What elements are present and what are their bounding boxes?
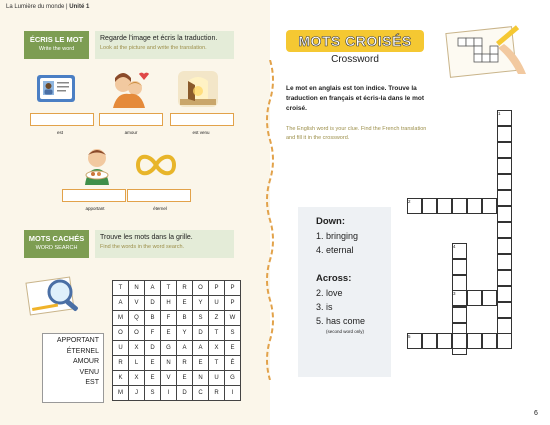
grid-letter[interactable]: P (225, 281, 241, 296)
write-word-title: ÉCRIS LE MOT (29, 35, 84, 44)
instr-english: Look at the picture and write the translation. (100, 45, 207, 51)
grid-letter[interactable]: U (209, 371, 225, 386)
grid-letter[interactable]: B (145, 311, 161, 326)
grid-letter[interactable]: E (177, 371, 193, 386)
crossword-cell[interactable] (452, 259, 467, 275)
clue-number: 3 (453, 291, 456, 296)
word-search-grid (112, 280, 241, 401)
grid-letter[interactable]: L (129, 356, 145, 371)
crossword-cell[interactable] (437, 198, 452, 214)
across-heading: Across: (316, 273, 352, 284)
crossword-cell[interactable] (452, 307, 467, 323)
across-clue-5: 5. has come (316, 316, 366, 326)
boy-bringing-food-picture (77, 145, 117, 187)
grid-letter[interactable]: V (129, 296, 145, 311)
crossword-cell[interactable] (437, 333, 452, 349)
grid-letter[interactable]: A (177, 341, 193, 356)
answer-box-est[interactable] (30, 113, 94, 126)
grid-letter[interactable]: G (225, 371, 241, 386)
word-list-item: VENU (79, 368, 99, 376)
word-list-item: APPORTANT (56, 337, 99, 344)
crossword-cell[interactable] (497, 158, 512, 174)
grid-row (113, 326, 241, 341)
grid-letter[interactable]: T (209, 326, 225, 341)
crossword-cell[interactable] (452, 333, 467, 349)
grid-row (113, 311, 241, 326)
grid-letter[interactable]: X (129, 341, 145, 356)
grid-letter[interactable]: E (161, 326, 177, 341)
grid-row (113, 371, 241, 386)
across-clue-3: 3. is (316, 302, 333, 312)
grid-letter[interactable]: M (113, 386, 129, 401)
grid-letter[interactable]: T (113, 281, 129, 296)
grid-letter[interactable]: N (161, 356, 177, 371)
crossword-cell[interactable] (422, 333, 437, 349)
crossword-cell[interactable] (452, 198, 467, 214)
love-hug-picture (107, 70, 151, 108)
grid-letter[interactable]: F (161, 311, 177, 326)
grid-letter[interactable]: D (193, 326, 209, 341)
word-search-tag (24, 230, 89, 258)
grid-letter[interactable]: G (161, 341, 177, 356)
grid-letter[interactable]: E (177, 296, 193, 311)
grid-letter[interactable]: X (209, 341, 225, 356)
crossword-cell[interactable] (452, 275, 467, 291)
grid-letter[interactable]: A (193, 341, 209, 356)
grid-letter[interactable]: Q (129, 311, 145, 326)
grid-row (113, 281, 241, 296)
across-clue-2: 2. love (316, 288, 343, 298)
label-amour: amour (124, 130, 138, 135)
answer-box-amour[interactable] (99, 113, 163, 126)
grid-letter[interactable]: N (129, 281, 145, 296)
crossword-cell[interactable] (497, 126, 512, 142)
label-eternel: éternel (153, 206, 167, 211)
crossword-cell[interactable] (482, 198, 497, 214)
word-search-subtitle: WORD SEARCH (35, 245, 78, 251)
across-note: (second word only) (326, 329, 365, 334)
crossword-cell[interactable] (497, 190, 512, 206)
grid-letter[interactable]: A (113, 296, 129, 311)
magnifier-word-search-picture (24, 272, 88, 318)
grid-letter[interactable]: J (129, 386, 145, 401)
grid-row (113, 341, 241, 356)
write-word-subtitle: Write the word (38, 46, 75, 52)
crossword-cell[interactable] (467, 333, 482, 349)
grid-letter[interactable]: E (145, 356, 161, 371)
crossword-pencil-picture (438, 24, 528, 80)
grid-letter[interactable]: S (193, 311, 209, 326)
grid-letter[interactable]: N (193, 371, 209, 386)
crossword-cell[interactable] (422, 198, 437, 214)
grid-letter[interactable]: I (225, 386, 241, 401)
grid-letter[interactable]: Y (177, 326, 193, 341)
label-est-venu: est venu (192, 130, 210, 135)
id-card-picture (36, 72, 76, 106)
clue-number: 5 (408, 334, 411, 339)
crossword-subtitle: Crossword (331, 54, 379, 65)
label-est: est (56, 130, 63, 135)
grid-letter[interactable]: M (113, 311, 129, 326)
grid-letter[interactable]: V (161, 371, 177, 386)
grid-letter[interactable]: K (113, 371, 129, 386)
word-list-item: EST (85, 379, 99, 386)
grid-letter[interactable]: S (225, 326, 241, 341)
crossword-cell[interactable] (497, 270, 512, 286)
grid-letter[interactable]: R (209, 386, 225, 401)
crossword-instructions-french: Le mot en anglais est ton indice. Trouve la traduction en français et écris-la dans le mot croisé. (286, 85, 424, 112)
grid-letter[interactable]: D (145, 341, 161, 356)
grid-letter[interactable]: O (193, 281, 209, 296)
grid-letter[interactable]: R (177, 356, 193, 371)
crossword-cell[interactable] (467, 198, 482, 214)
crossword-cell[interactable] (497, 254, 512, 270)
page-number: 6 (534, 410, 538, 417)
grid-letter[interactable]: Y (193, 296, 209, 311)
grid-letter[interactable]: W (225, 311, 241, 326)
grid-letter[interactable]: P (209, 281, 225, 296)
answer-box-est-venu[interactable] (170, 113, 234, 126)
grid-letter[interactable]: X (129, 371, 145, 386)
word-search-title: MOTS CACHÉS (28, 234, 85, 243)
crossword-cell[interactable] (497, 206, 512, 222)
grid-letter[interactable]: I (161, 386, 177, 401)
ws-instr-french: Trouve les mots dans la grille. (100, 234, 193, 241)
crossword-cell[interactable] (497, 142, 512, 158)
grid-letter[interactable]: Z (209, 311, 225, 326)
unit-label: Unité 1 (69, 4, 90, 10)
grid-letter[interactable]: E (225, 341, 241, 356)
grid-letter[interactable]: T (161, 281, 177, 296)
grid-letter[interactable]: E (193, 356, 209, 371)
down-heading: Down: (316, 216, 346, 227)
grid-letter[interactable]: O (113, 326, 129, 341)
word-search-instructions (95, 230, 234, 258)
ws-instr-english: Find the words in the word search. (100, 244, 185, 250)
down-clue-1: 1. bringing (316, 231, 359, 241)
grid-row (113, 296, 241, 311)
grid-letter[interactable]: B (177, 311, 193, 326)
grid-letter[interactable]: R (113, 356, 129, 371)
grid-letter[interactable]: O (129, 326, 145, 341)
crossword-cell[interactable] (467, 290, 482, 306)
crossword-cell[interactable] (497, 174, 512, 190)
write-word-instructions (95, 31, 234, 59)
grid-letter[interactable]: U (113, 341, 129, 356)
down-clue-4: 4. eternal (316, 245, 354, 255)
crossword-instructions-english: The English word is your clue. Find the French translation and fill it in the crossword. (286, 126, 427, 141)
grid-letter[interactable]: S (145, 386, 161, 401)
grid-letter[interactable]: T (209, 356, 225, 371)
grid-letter[interactable]: D (177, 386, 193, 401)
grid-row (113, 356, 241, 371)
grid-letter[interactable]: F (145, 326, 161, 341)
grid-letter[interactable]: R (177, 281, 193, 296)
clues-panel (298, 207, 391, 377)
label-apportant: apportant (85, 206, 105, 211)
infinity-picture (132, 150, 180, 180)
grid-letter[interactable]: A (145, 281, 161, 296)
answer-box-eternel[interactable] (127, 189, 191, 202)
page-header: La Lumière du monde | Unité 1 (6, 4, 90, 10)
crossword-title: MOTS CROISÉS (286, 30, 424, 52)
clue-number: 1 (498, 111, 501, 116)
word-list (42, 333, 104, 403)
word-list-item: ÉTERNEL (66, 347, 99, 355)
instr-french: Regarde l'image et écris la traduction. (100, 35, 218, 42)
clue-number: 4 (453, 244, 456, 249)
write-word-tag (24, 31, 89, 59)
crossword-cell[interactable] (497, 318, 512, 334)
grid-letter[interactable]: C (193, 386, 209, 401)
grid-letter[interactable]: E (145, 371, 161, 386)
grid-letter[interactable]: H (161, 296, 177, 311)
crossword-cell[interactable] (497, 302, 512, 318)
crossword-cell[interactable] (497, 238, 512, 254)
crossword-cell[interactable] (497, 286, 512, 302)
crossword-cell[interactable] (482, 290, 497, 306)
grid-letter[interactable]: U (209, 296, 225, 311)
crossword-cell[interactable] (497, 333, 512, 349)
word-list-item: AMOUR (72, 358, 99, 365)
open-door-picture (178, 71, 218, 107)
wavy-divider (262, 60, 278, 380)
left-page (0, 0, 270, 425)
answer-box-apportant[interactable] (62, 189, 126, 202)
grid-row (113, 386, 241, 401)
grid-letter[interactable]: D (145, 296, 161, 311)
grid-letter[interactable]: P (225, 296, 241, 311)
book-title: La Lumière du monde (6, 4, 65, 10)
crossword-cell[interactable] (497, 222, 512, 238)
crossword-cell[interactable] (482, 333, 497, 349)
grid-letter[interactable]: É (225, 356, 241, 371)
clue-number: 2 (408, 199, 411, 204)
crossword-title-block (286, 30, 424, 70)
